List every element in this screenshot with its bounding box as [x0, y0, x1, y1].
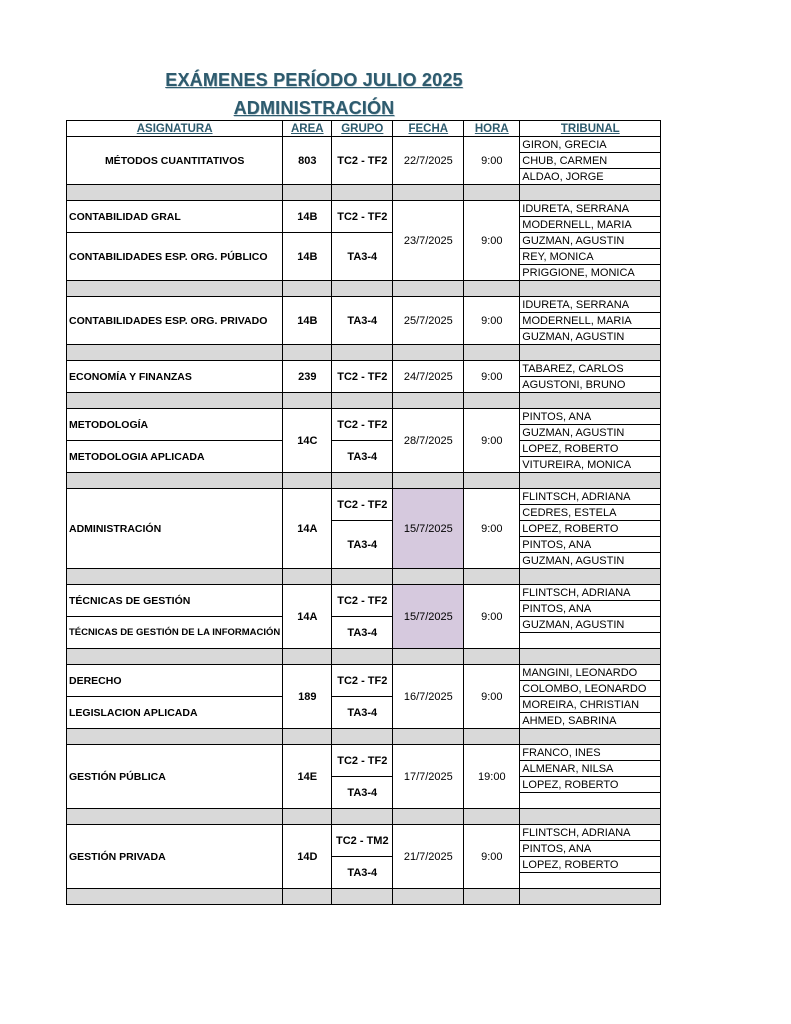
- tribunal-member: REY, MONICA: [520, 249, 661, 265]
- tribunal-member: PINTOS, ANA: [520, 537, 661, 553]
- document-subtitle: ADMINISTRACIÓN: [233, 98, 395, 118]
- separator-row: [67, 345, 661, 361]
- subject-cell: TÉCNICAS DE GESTIÓN DE LA INFORMACIÓN: [67, 617, 283, 649]
- subject-cell: ECONOMÍA Y FINANZAS: [67, 361, 283, 393]
- tribunal-member: PINTOS, ANA: [520, 409, 661, 425]
- separator-row: [67, 729, 661, 745]
- group-cell: TA3-4: [332, 617, 393, 649]
- table-row: [67, 361, 661, 377]
- header-tribunal: TRIBUNAL: [520, 121, 661, 137]
- exam-schedule-table: [66, 120, 661, 905]
- time-cell: 9:00: [464, 297, 520, 345]
- separator-row: [67, 809, 661, 825]
- area-cell: 14C: [283, 409, 332, 473]
- group-cell: TA3-4: [332, 233, 393, 281]
- group-cell: TC2 - TF2: [332, 745, 393, 777]
- table-row: [67, 697, 661, 713]
- header-asignatura: ASIGNATURA: [67, 121, 283, 137]
- tribunal-member: AHMED, SABRINA: [520, 713, 661, 729]
- separator-row: [67, 889, 661, 905]
- tribunal-member-empty: [520, 873, 661, 889]
- group-cell: TA3-4: [332, 297, 393, 345]
- subject-cell: CONTABILIDADES ESP. ORG. PÚBLICO: [67, 233, 283, 281]
- tribunal-member: TABAREZ, CARLOS: [520, 361, 661, 377]
- tribunal-member: LOPEZ, ROBERTO: [520, 857, 661, 873]
- time-cell: 9:00: [464, 489, 520, 569]
- group-cell: TC2 - TF2: [332, 361, 393, 393]
- tribunal-member: FLINTSCH, ADRIANA: [520, 825, 661, 841]
- table-row: [67, 297, 661, 313]
- table-row: [67, 409, 661, 425]
- tribunal-member: GUZMAN, AGUSTIN: [520, 553, 661, 569]
- tribunal-member: MODERNELL, MARIA: [520, 313, 661, 329]
- tribunal-member: GIRON, GRECIA: [520, 137, 661, 153]
- table-row: [67, 825, 661, 841]
- time-cell: 9:00: [464, 361, 520, 393]
- subject-cell: GESTIÓN PRIVADA: [67, 825, 283, 889]
- table-row: [67, 617, 661, 633]
- separator-row: [67, 649, 661, 665]
- separator-row: [67, 281, 661, 297]
- date-cell: 21/7/2025: [393, 825, 464, 889]
- tribunal-member: FLINTSCH, ADRIANA: [520, 585, 661, 601]
- tribunal-member: AGUSTONI, BRUNO: [520, 377, 661, 393]
- group-cell: TC2 - TF2: [332, 665, 393, 697]
- date-cell: 23/7/2025: [393, 201, 464, 281]
- subject-cell: LEGISLACION APLICADA: [67, 697, 283, 729]
- table-row: [67, 489, 661, 505]
- header-fecha: FECHA: [393, 121, 464, 137]
- tribunal-member: MANGINI, LEONARDO: [520, 665, 661, 681]
- tribunal-member-empty: [520, 633, 661, 649]
- group-cell: TC2 - TF2: [332, 585, 393, 617]
- subject-cell: DERECHO: [67, 665, 283, 697]
- date-cell: 22/7/2025: [393, 137, 464, 185]
- tribunal-member: GUZMAN, AGUSTIN: [520, 425, 661, 441]
- header-area: AREA: [283, 121, 332, 137]
- table-row: [67, 137, 661, 153]
- group-cell: TA3-4: [332, 697, 393, 729]
- tribunal-member: COLOMBO, LEONARDO: [520, 681, 661, 697]
- subject-cell: CONTABILIDADES ESP. ORG. PRIVADO: [67, 297, 283, 345]
- date-cell: 24/7/2025: [393, 361, 464, 393]
- area-cell: 14B: [283, 233, 332, 281]
- tribunal-member-empty: [520, 793, 661, 809]
- tribunal-member: GUZMAN, AGUSTIN: [520, 329, 661, 345]
- header-grupo: GRUPO: [332, 121, 393, 137]
- subject-cell: CONTABILIDAD GRAL: [67, 201, 283, 233]
- tribunal-member: VITUREIRA, MONICA: [520, 457, 661, 473]
- tribunal-member: GUZMAN, AGUSTIN: [520, 233, 661, 249]
- tribunal-member: ALMENAR, NILSA: [520, 761, 661, 777]
- date-cell-highlighted: 15/7/2025: [393, 489, 464, 569]
- separator-row: [67, 185, 661, 201]
- area-cell: 14A: [283, 489, 332, 569]
- table-row: [67, 233, 661, 249]
- subject-cell: GESTIÓN PÚBLICA: [67, 745, 283, 809]
- subject-cell: TÉCNICAS DE GESTIÓN: [67, 585, 283, 617]
- tribunal-member: PINTOS, ANA: [520, 601, 661, 617]
- group-cell: TC2 - TF2: [332, 201, 393, 233]
- tribunal-member: LOPEZ, ROBERTO: [520, 521, 661, 537]
- table-row: [67, 585, 661, 601]
- date-cell: 28/7/2025: [393, 409, 464, 473]
- time-cell: 9:00: [464, 137, 520, 185]
- header-hora: HORA: [464, 121, 520, 137]
- tribunal-member: IDURETA, SERRANA: [520, 297, 661, 313]
- separator-row: [67, 473, 661, 489]
- group-cell: TC2 - TF2: [332, 489, 393, 521]
- tribunal-member: ALDAO, JORGE: [520, 169, 661, 185]
- subject-cell: METODOLOGIA APLICADA: [67, 441, 283, 473]
- group-cell: TC2 - TM2: [332, 825, 393, 857]
- area-cell: 14B: [283, 297, 332, 345]
- tribunal-member: LOPEZ, ROBERTO: [520, 441, 661, 457]
- tribunal-member: CEDRES, ESTELA: [520, 505, 661, 521]
- date-cell-highlighted: 15/7/2025: [393, 585, 464, 649]
- tribunal-member: PRIGGIONE, MONICA: [520, 265, 661, 281]
- tribunal-member: GUZMAN, AGUSTIN: [520, 617, 661, 633]
- tribunal-member: MOREIRA, CHRISTIAN: [520, 697, 661, 713]
- area-cell: 14A: [283, 585, 332, 649]
- header-row: [67, 121, 661, 137]
- document-title: EXÁMENES PERÍODO JULIO 2025: [165, 70, 463, 90]
- subject-cell: METODOLOGÍA: [67, 409, 283, 441]
- area-cell: 803: [283, 137, 332, 185]
- group-cell: TA3-4: [332, 521, 393, 569]
- group-cell: TA3-4: [332, 857, 393, 889]
- area-cell: 14B: [283, 201, 332, 233]
- tribunal-member: PINTOS, ANA: [520, 841, 661, 857]
- area-cell: 189: [283, 665, 332, 729]
- time-cell: 9:00: [464, 665, 520, 729]
- table-row: [67, 441, 661, 457]
- area-cell: 14E: [283, 745, 332, 809]
- tribunal-member: CHUB, CARMEN: [520, 153, 661, 169]
- tribunal-member: LOPEZ, ROBERTO: [520, 777, 661, 793]
- tribunal-member: FRANCO, INES: [520, 745, 661, 761]
- time-cell: 9:00: [464, 201, 520, 281]
- time-cell: 9:00: [464, 825, 520, 889]
- date-cell: 17/7/2025: [393, 745, 464, 809]
- separator-row: [67, 569, 661, 585]
- separator-row: [67, 393, 661, 409]
- date-cell: 16/7/2025: [393, 665, 464, 729]
- tribunal-member: IDURETA, SERRANA: [520, 201, 661, 217]
- time-cell: 19:00: [464, 745, 520, 809]
- group-cell: TA3-4: [332, 441, 393, 473]
- table-row: [67, 665, 661, 681]
- group-cell: TC2 - TF2: [332, 409, 393, 441]
- time-cell: 9:00: [464, 409, 520, 473]
- table-row: [67, 201, 661, 217]
- date-cell: 25/7/2025: [393, 297, 464, 345]
- tribunal-member: FLINTSCH, ADRIANA: [520, 489, 661, 505]
- time-cell: 9:00: [464, 585, 520, 649]
- area-cell: 239: [283, 361, 332, 393]
- area-cell: 14D: [283, 825, 332, 889]
- table-row: [67, 745, 661, 761]
- group-cell: TA3-4: [332, 777, 393, 809]
- tribunal-member: MODERNELL, MARIA: [520, 217, 661, 233]
- group-cell: TC2 - TF2: [332, 137, 393, 185]
- subject-cell: ADMINISTRACIÓN: [67, 489, 283, 569]
- subject-cell: MÉTODOS CUANTITATIVOS: [67, 137, 283, 185]
